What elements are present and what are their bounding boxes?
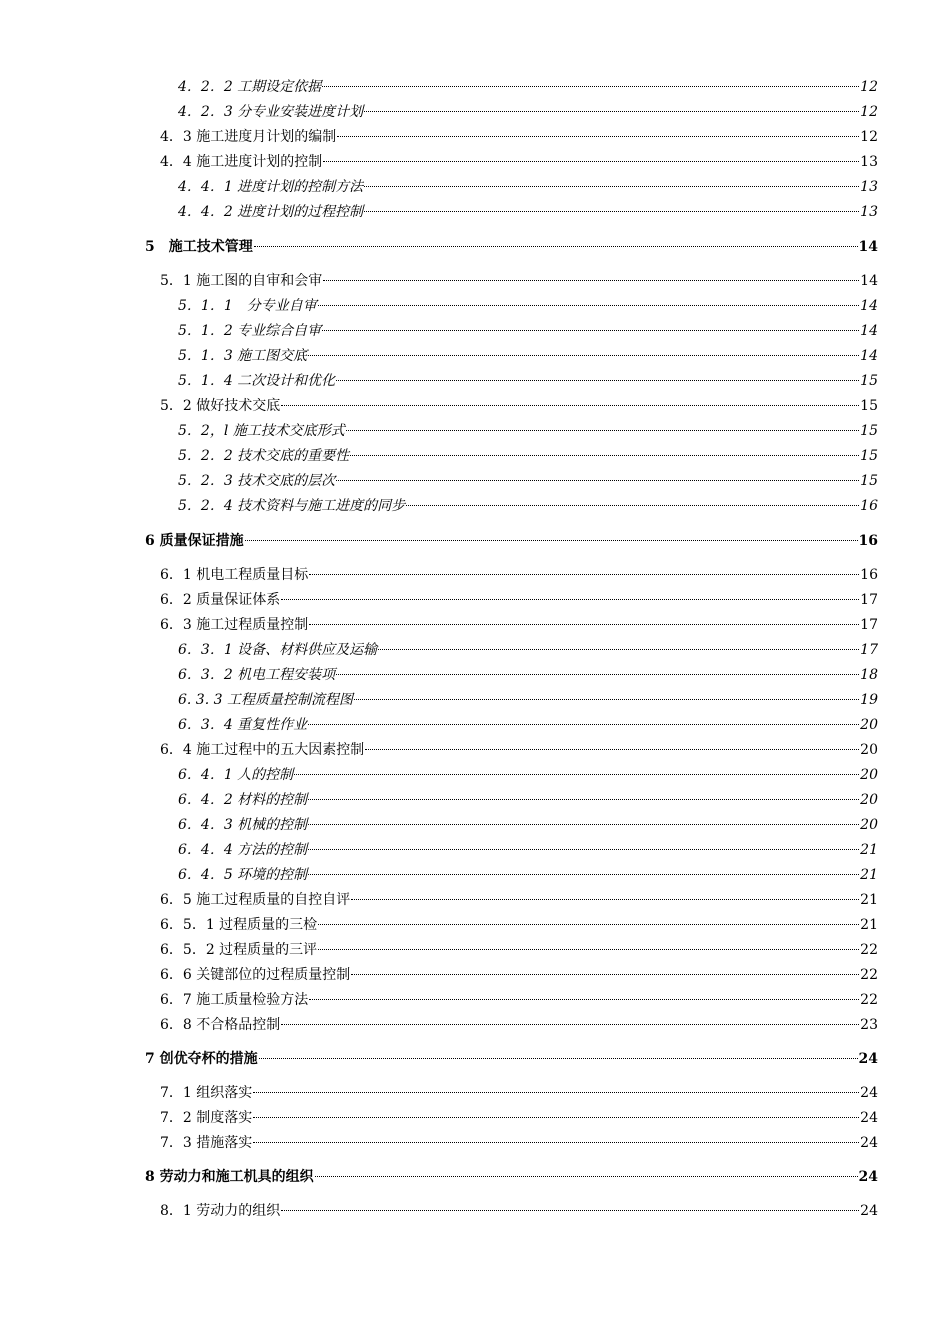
toc-entry[interactable] — [178, 322, 878, 340]
toc-entry-title: 5．1．2 专业综合自审 — [178, 323, 322, 339]
toc-entry-page-number: 14 — [860, 298, 878, 314]
toc-entry-page-number: 20 — [860, 717, 878, 733]
toc-entry[interactable] — [160, 1084, 878, 1102]
dot-leader — [323, 161, 859, 162]
toc-entry-page-number: 12 — [860, 104, 878, 120]
toc-entry-page-number: 13 — [860, 179, 878, 195]
toc-entry-page-number: 22 — [860, 992, 878, 1008]
toc-entry-title: 6．3．1 设备、材料供应及运输 — [178, 642, 378, 658]
toc-entry[interactable] — [178, 372, 878, 390]
toc-entry-title: 7．3 措施落实 — [160, 1135, 253, 1151]
toc-entry-page-number: 19 — [860, 692, 878, 708]
toc-entry[interactable] — [145, 532, 878, 550]
dot-leader — [308, 724, 859, 725]
dot-leader — [254, 246, 858, 247]
toc-entry[interactable] — [178, 666, 878, 684]
toc-entry[interactable] — [178, 78, 878, 96]
dot-leader — [308, 355, 859, 356]
toc-entry-page-number: 21 — [860, 867, 878, 883]
toc-entry-title: 6．4 施工过程中的五大因素控制 — [160, 742, 365, 758]
toc-entry[interactable] — [178, 103, 878, 121]
toc-entry-title: 6．1 机电工程质量目标 — [160, 567, 309, 583]
toc-entry-title: 7．1 组织落实 — [160, 1085, 253, 1101]
toc-entry-page-number: 17 — [860, 592, 878, 608]
dot-leader — [406, 505, 859, 506]
toc-entry[interactable] — [160, 991, 878, 1009]
toc-entry[interactable] — [178, 497, 878, 515]
toc-entry-title: 7 创优夺杯的措施 — [145, 1051, 258, 1067]
toc-entry-title: 6．3．4 重复性作业 — [178, 717, 308, 733]
dot-leader — [281, 599, 859, 600]
toc-entry-title: 6．7 施工质量检验方法 — [160, 992, 309, 1008]
toc-entry-title: 5．2．4 技术资料与施工进度的同步 — [178, 498, 406, 514]
toc-entry-title: 6. 3. 3 工程质量控制流程图 — [178, 692, 353, 708]
toc-entry[interactable] — [160, 397, 878, 415]
toc-entry-title: 6．4．2 材料的控制 — [178, 792, 308, 808]
toc-entry-page-number: 20 — [860, 817, 878, 833]
dot-leader — [365, 749, 859, 750]
toc-entry-title: 5．1．3 施工图交底 — [178, 348, 308, 364]
toc-entry-title: 6．2 质量保证体系 — [160, 592, 281, 608]
toc-entry[interactable] — [160, 272, 878, 290]
dot-leader — [308, 824, 859, 825]
toc-entry-page-number: 13 — [860, 204, 878, 220]
dot-leader — [259, 1058, 858, 1059]
dot-leader — [337, 136, 859, 137]
toc-entry-title: 6．4．4 方法的控制 — [178, 842, 308, 858]
dot-leader — [350, 455, 859, 456]
toc-entry[interactable] — [178, 297, 878, 315]
toc-entry-page-number: 21 — [860, 842, 878, 858]
dot-leader — [253, 1142, 859, 1143]
toc-entry[interactable] — [160, 1134, 878, 1152]
dot-leader — [322, 330, 859, 331]
toc-entry[interactable] — [178, 791, 878, 809]
dot-leader — [309, 999, 859, 1000]
toc-entry[interactable] — [178, 447, 878, 465]
toc-entry[interactable] — [145, 1050, 878, 1068]
dot-leader — [351, 899, 859, 900]
toc-entry-title: 5．2．3 技术交底的层次 — [178, 473, 336, 489]
toc-entry[interactable] — [160, 891, 878, 909]
dot-leader — [364, 186, 859, 187]
dot-leader — [281, 405, 859, 406]
dot-leader — [323, 280, 859, 281]
toc-entry-title: 4．4．2 进度计划的过程控制 — [178, 204, 364, 220]
toc-entry[interactable] — [160, 128, 878, 146]
toc-entry-title: 5 施工技术管理 — [145, 239, 253, 255]
toc-entry-page-number: 14 — [858, 239, 878, 255]
toc-entry[interactable] — [178, 691, 878, 709]
toc-entry-title: 6．4．1 人的控制 — [178, 767, 294, 783]
toc-entry-page-number: 14 — [860, 323, 878, 339]
dot-leader — [245, 540, 858, 541]
toc-entry-page-number: 24 — [860, 1203, 878, 1219]
toc-entry-title: 5．2，l 施工技术交底形式 — [178, 423, 345, 439]
toc-entry[interactable] — [160, 591, 878, 609]
dot-leader — [253, 1117, 859, 1118]
toc-entry-page-number: 24 — [860, 1085, 878, 1101]
toc-entry-title: 5．1 施工图的自审和会审 — [160, 273, 323, 289]
toc-entry-page-number: 15 — [860, 448, 878, 464]
toc-entry-page-number: 21 — [860, 917, 878, 933]
toc-entry-title: 6．6 关键部位的过程质量控制 — [160, 967, 351, 983]
toc-entry-page-number: 23 — [860, 1017, 878, 1033]
toc-entry-page-number: 14 — [860, 348, 878, 364]
dot-leader — [309, 574, 859, 575]
toc-entry[interactable] — [178, 472, 878, 490]
dot-leader — [351, 974, 859, 975]
toc-entry-page-number: 15 — [860, 398, 878, 414]
dot-leader — [253, 1092, 859, 1093]
dot-leader — [336, 674, 859, 675]
dot-leader — [378, 649, 859, 650]
toc-entry-page-number: 14 — [860, 273, 878, 289]
toc-entry-title: 4．4．1 进度计划的控制方法 — [178, 179, 364, 195]
toc-entry[interactable] — [145, 238, 878, 256]
toc-entry-page-number: 20 — [860, 767, 878, 783]
dot-leader — [336, 380, 859, 381]
toc-entry[interactable] — [178, 866, 878, 884]
toc-entry-page-number: 20 — [860, 742, 878, 758]
dot-leader — [336, 480, 859, 481]
toc-entry-title: 6 质量保证措施 — [145, 533, 244, 549]
toc-entry[interactable] — [160, 616, 878, 634]
toc-entry-page-number: 17 — [860, 642, 878, 658]
toc-entry-title: 5．2 做好技术交底 — [160, 398, 281, 414]
toc-entry[interactable] — [160, 741, 878, 759]
dot-leader — [318, 949, 859, 950]
toc-entry-page-number: 22 — [860, 967, 878, 983]
toc-entry-page-number: 22 — [860, 942, 878, 958]
toc-entry[interactable] — [160, 153, 878, 171]
toc-entry-title: 6．4．3 机械的控制 — [178, 817, 308, 833]
toc-entry-title: 4．2．3 分专业安装进度计划 — [178, 104, 364, 120]
toc-entry-page-number: 16 — [860, 567, 878, 583]
toc-entry-title: 5．1．1 分专业自审 — [178, 298, 317, 314]
toc-entry-page-number: 12 — [860, 79, 878, 95]
dot-leader — [364, 211, 859, 212]
toc-entry[interactable] — [178, 422, 878, 440]
dot-leader — [281, 1024, 859, 1025]
dot-leader — [308, 874, 859, 875]
toc-entry-title: 6．3．2 机电工程安装项 — [178, 667, 336, 683]
dot-leader — [308, 849, 859, 850]
toc-entry[interactable] — [178, 716, 878, 734]
dot-leader — [364, 111, 859, 112]
dot-leader — [281, 1210, 859, 1211]
dot-leader — [309, 624, 859, 625]
toc-entry-page-number: 12 — [860, 129, 878, 145]
dot-leader — [322, 86, 859, 87]
toc-entry[interactable] — [178, 841, 878, 859]
toc-entry[interactable] — [178, 347, 878, 365]
toc-entry-title: 4．3 施工进度月计划的编制 — [160, 129, 337, 145]
toc-entry-title: 4．4 施工进度计划的控制 — [160, 154, 323, 170]
toc-entry[interactable] — [145, 1168, 878, 1186]
toc-entry-page-number: 18 — [860, 667, 878, 683]
toc-entry[interactable] — [160, 566, 878, 584]
toc-entry-title: 6．5．2 过程质量的三评 — [160, 942, 318, 958]
toc-entry-page-number: 15 — [860, 423, 878, 439]
toc-entry[interactable] — [178, 641, 878, 659]
dot-leader — [354, 699, 859, 700]
toc-entry-page-number: 24 — [860, 1135, 878, 1151]
toc-entry-title: 8．1 劳动力的组织 — [160, 1203, 281, 1219]
toc-entry-title: 6．3 施工过程质量控制 — [160, 617, 309, 633]
toc-entry-page-number: 24 — [858, 1051, 878, 1067]
toc-entry[interactable] — [160, 1202, 878, 1220]
toc-entry[interactable] — [160, 1109, 878, 1127]
toc-entry[interactable] — [160, 1016, 878, 1034]
toc-entry-title: 6．8 不合格品控制 — [160, 1017, 281, 1033]
toc-entry-page-number: 24 — [858, 1169, 878, 1185]
toc-entry[interactable] — [178, 178, 878, 196]
toc-entry-title: 4．2．2 工期设定依据 — [178, 79, 322, 95]
toc-entry-page-number: 16 — [860, 498, 878, 514]
toc-entry[interactable] — [160, 941, 878, 959]
toc-entry-title: 6．5．1 过程质量的三检 — [160, 917, 318, 933]
dot-leader — [318, 305, 859, 306]
dot-leader — [318, 924, 859, 925]
toc-entry[interactable] — [178, 766, 878, 784]
toc-entry-page-number: 17 — [860, 617, 878, 633]
dot-leader — [294, 774, 859, 775]
toc-entry-title: 5．1．4 二次设计和优化 — [178, 373, 336, 389]
toc-entry-page-number: 24 — [860, 1110, 878, 1126]
toc-entry[interactable] — [160, 966, 878, 984]
dot-leader — [308, 799, 859, 800]
toc-entry-title: 7．2 制度落实 — [160, 1110, 253, 1126]
toc-entry-page-number: 15 — [860, 373, 878, 389]
toc-entry-title: 5．2．2 技术交底的重要性 — [178, 448, 350, 464]
toc-entry[interactable] — [160, 916, 878, 934]
toc-entry-page-number: 20 — [860, 792, 878, 808]
dot-leader — [346, 430, 859, 431]
toc-entry[interactable] — [178, 203, 878, 221]
toc-entry[interactable] — [178, 816, 878, 834]
toc-entry-title: 8 劳动力和施工机具的组织 — [145, 1169, 314, 1185]
toc-entry-page-number: 16 — [858, 533, 878, 549]
toc-entry-page-number: 21 — [860, 892, 878, 908]
dot-leader — [315, 1176, 858, 1177]
toc-entry-page-number: 13 — [860, 154, 878, 170]
toc-entry-title: 6．5 施工过程质量的自控自评 — [160, 892, 351, 908]
toc-entry-page-number: 15 — [860, 473, 878, 489]
toc-entry-title: 6．4．5 环境的控制 — [178, 867, 308, 883]
